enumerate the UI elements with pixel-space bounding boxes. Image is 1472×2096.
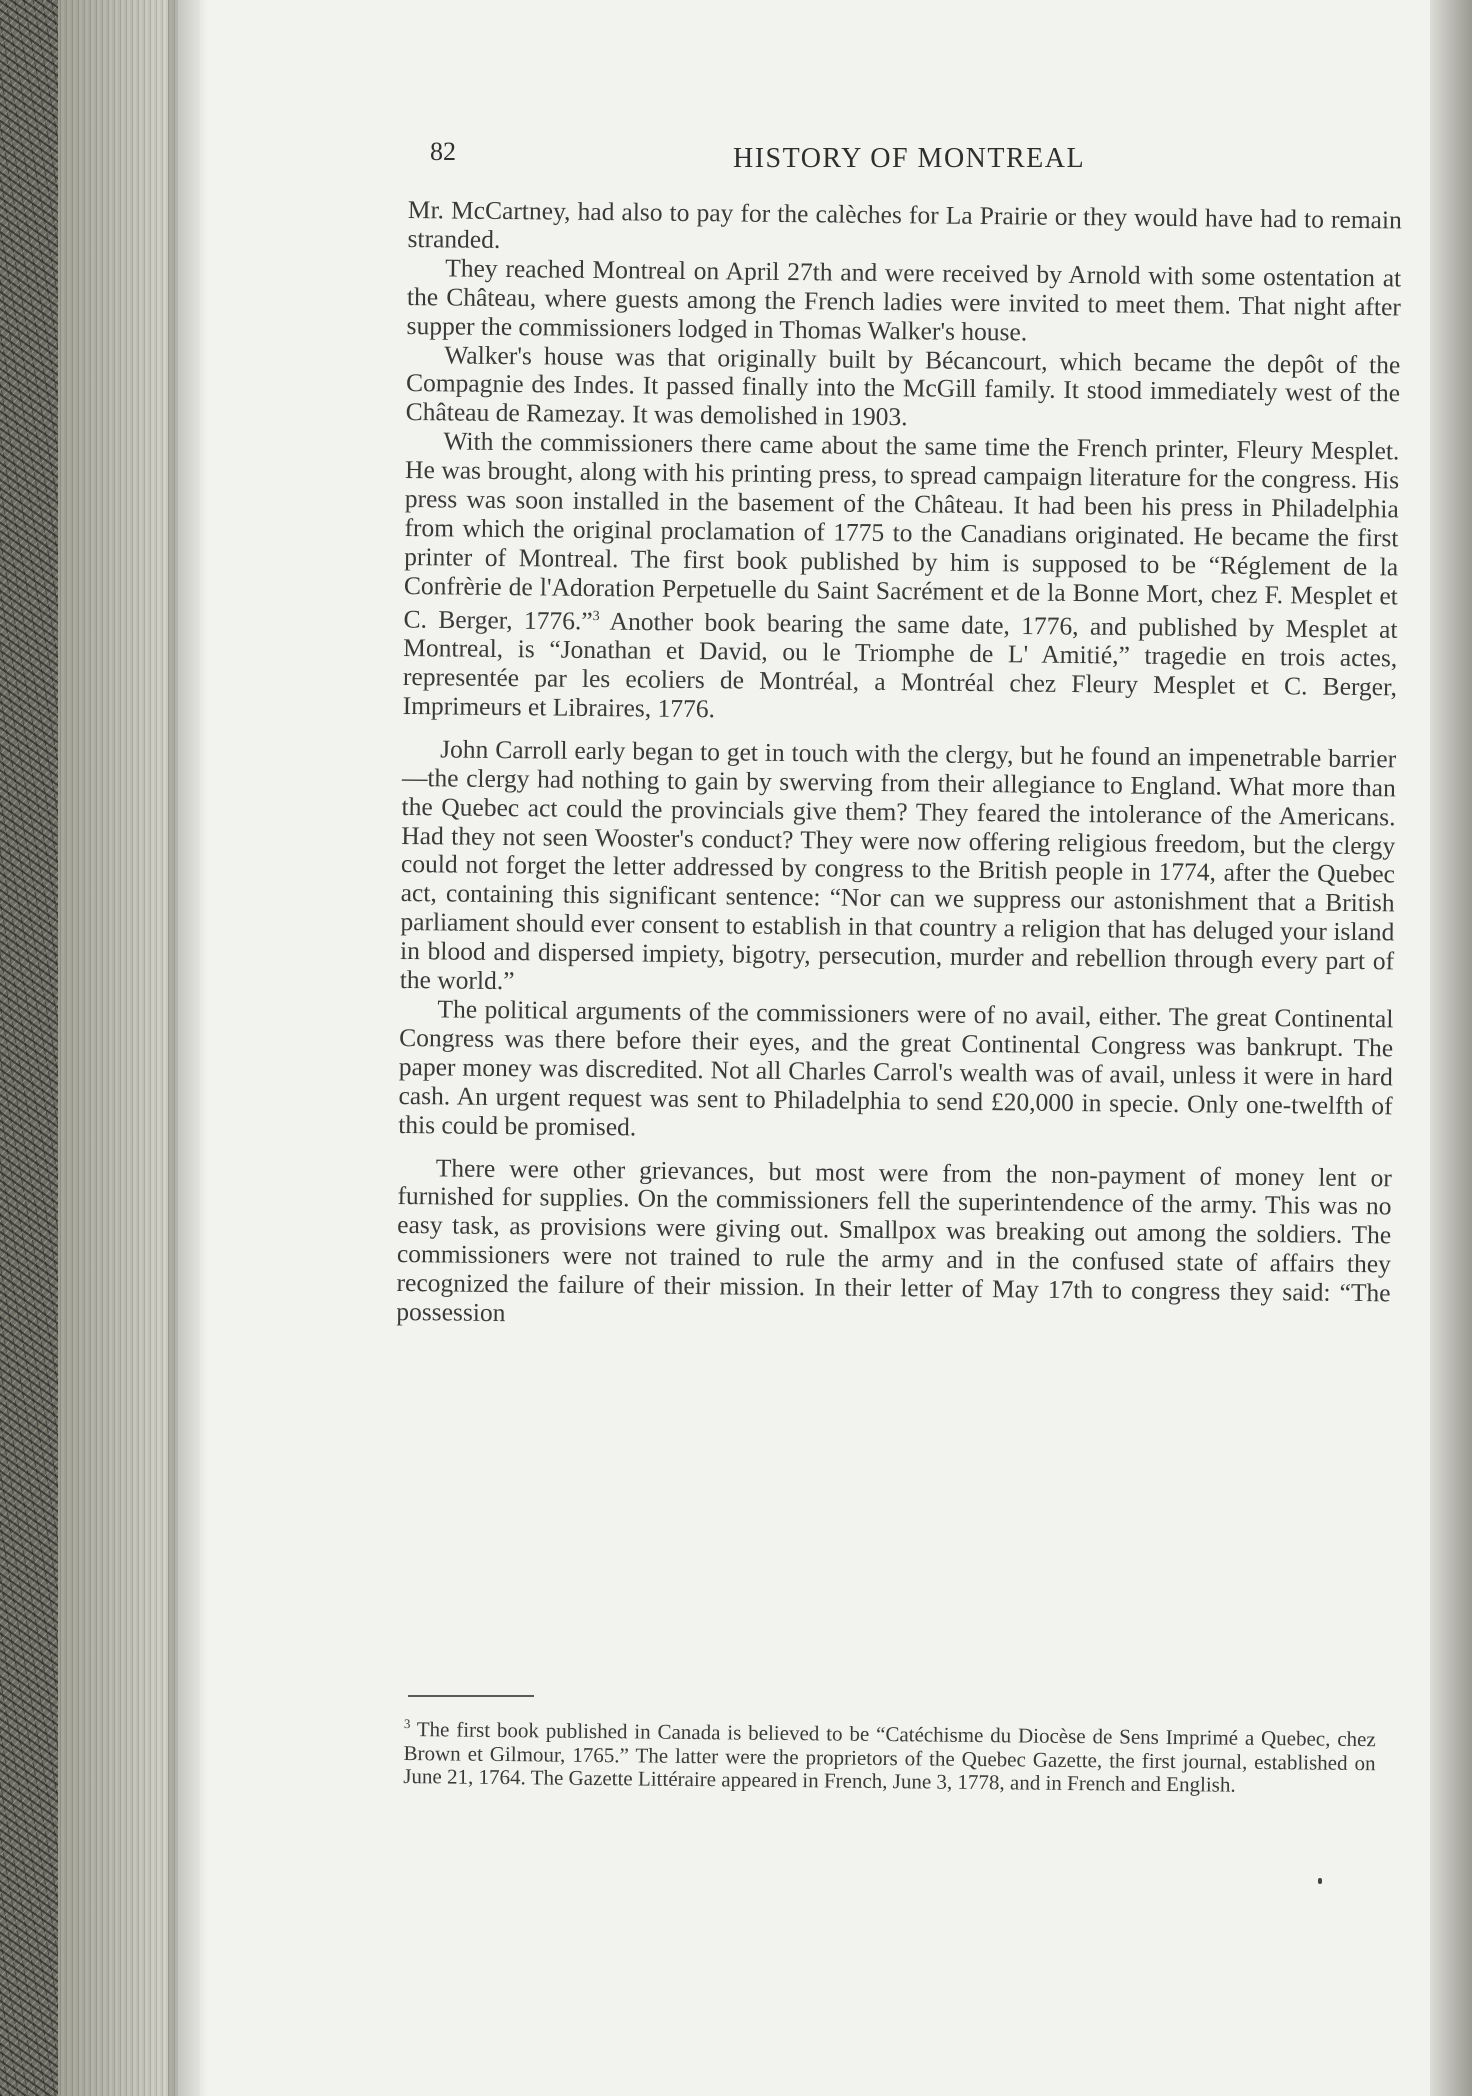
paragraph (403, 427, 1400, 731)
paragraph-text: With the commissioners there came about the same time the French printer, Fleury Mesplet. He was brought, along with his printing press, to spread campaign literature for the congress. His press was soon installed in the basement of the Château. It had been his press in Philadelphia from which the original proclamation of 1775 to the Canadians originated. He became the first printer of Montreal. The first book published by him is supposed to be “Réglement de la Confrèrie de l'Adoration Perpetuelle du Saint Sacrément et de la Bonne Mort, chez F. Mesplet et C. Berger, 1776.” (403, 426, 1400, 636)
footnote (403, 1712, 1376, 1799)
page-header (430, 137, 1390, 183)
book-cover-edge (0, 0, 58, 2096)
page-right-edge (1430, 0, 1472, 2096)
scan-speck (1318, 1878, 1322, 1884)
paragraph: John Carroll early began to get in touch with the clergy, but he found an impenetrable barrier—the clergy had nothing to gain by swerving from their allegiance to England. What more than the Quebec act could the provincials give them? They feared the intolerance of the Americans. Had they not seen Wooster's conduct? They were now offering religious freedom, but the clergy could not forget the letter addressed by congress to the British people in 1774, after the Quebec act, containing this significant sentence: “Nor can we suppress our astonishment that a British parliament should ever consent to establish in that country a religion that has deluged your island in blood and dispersed impiety, bigotry, persecution, murder and rebellion through every part of the world.” (399, 734, 1397, 996)
paragraph: The political arguments of the commissioners were of no avail, either. The great Continental Congress was there before their eyes, and the great Continental Congress was bankrupt. The paper money was discredited. Not all Charles Carrol's wealth was of avail, unless it were in hard cash. An urgent request was sent to Philadelphia to send £20,000 in specie. Only one-twelfth of this could be promised. (398, 994, 1394, 1142)
paragraph-text-continued: Another book bearing the same date, 1776, and published by Mesplet at Montreal, is “Jonathan et David, ou le Triomphe de L' Amitié,” tragedie en trois actes, representée par les ecoliers de Montréal, a Montréal chez Fleury Mesplet et C. Berger, Imprimeurs et Libraires, 1776. (402, 606, 1398, 724)
page-stack-edges (58, 0, 178, 2096)
footnote-rule (408, 1695, 534, 1697)
footnote-reference: 3 (592, 608, 600, 624)
body-text (396, 196, 1402, 1337)
footnote-text: The first book published in Canada is believed to be “Catéchisme du Diocèse de Sens Imprimé a Quebec, chez Brown et Gilmour, 1765.” The latter were the proprietors of the Quebec Gazette, the first journal, established on June 21, 1764. The Gazette Littéraire appeared in French, June 3, 1778, and in French and English. (403, 1717, 1376, 1797)
gutter-shadow (168, 0, 208, 2096)
running-head: HISTORY OF MONTREAL (733, 143, 1086, 174)
paragraph: They reached Montreal on April 27th and were received by Arnold with some ostentation at the Château, where guests among the French ladies were invited to meet them. That night after supper the commissioners lodged in Thomas Walker's house. (406, 253, 1402, 347)
paragraph: Walker's house was that originally built by Bécancourt, which became the depôt of the Compagnie des Indes. It passed finally into the McGill family. It stood immediately west of the Château de Ramezay. It was demolished in 1903. (405, 339, 1401, 432)
paragraph: Mr. McCartney, had also to pay for the calèches for La Prairie or they would have had to remain stranded. (407, 195, 1402, 254)
paragraph: There were other grievances, but most were from the non-payment of money lent or furnished for supplies. On the commissioners fell the superintendence of the army. This was no easy task, as provisions were giving out. Smallpox was breaking out among the soldiers. The commissioners were not trained to rule the army and in the confused state of affairs they recognized the failure of their mission. In their letter of May 17th to congress they said: “The possession (396, 1152, 1392, 1328)
footnote-mark: 3 (403, 1715, 411, 1732)
page-number: 82 (430, 137, 456, 166)
